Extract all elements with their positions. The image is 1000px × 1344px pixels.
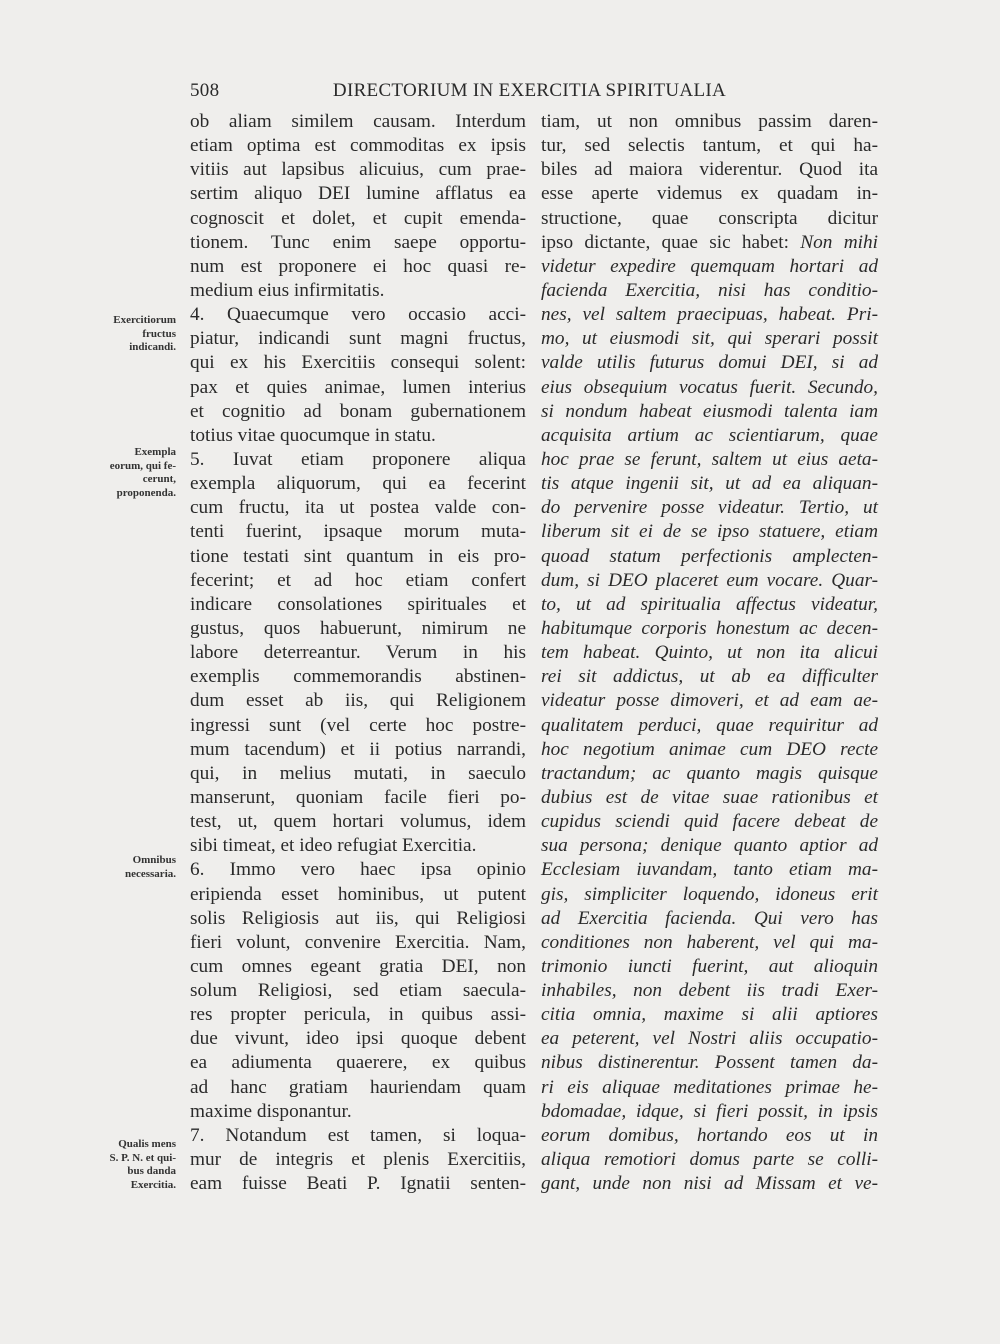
- text-line: ea adiumenta quaerere, ex quibus: [190, 1052, 526, 1074]
- text-line: tione testati sint quantum in eis pro-: [190, 545, 526, 567]
- marginal-note-omnibus: [70, 854, 176, 881]
- text-line: to, ut ad spiritualia affectus videatur,: [541, 593, 878, 615]
- text-line: valde utilis futurus domui DEI, si ad: [541, 352, 878, 374]
- text-line: si nondum habeat eiusmodi talenta iam: [541, 400, 878, 422]
- text-line: 5. Iuvat etiam proponere aliqua: [190, 448, 526, 470]
- text-line: qui ex his Exercitiis consequi solent:: [190, 352, 526, 374]
- text-line: qualitatem perduci, quae requiritur ad: [541, 714, 878, 736]
- marginal-note-line: Exercitia.: [130, 1178, 176, 1191]
- text-line: liberum sit ei de se ipso statuere, etiam: [541, 521, 878, 543]
- text-line: fieri volunt, convenire Exercitia. Nam,: [190, 931, 526, 953]
- text-line: eorum domibus, hortando eos ut in: [541, 1124, 878, 1146]
- text-line: mo, ut eiusmodi sit, qui sperari possit: [541, 328, 878, 350]
- marginal-note-exempla: [70, 446, 176, 500]
- marginal-note-line: Omnibus: [132, 854, 176, 866]
- text-line: solis Religiosis aut iis, qui Religiosi: [190, 907, 526, 929]
- text-line: bdomadae, idque, si fieri possit, in ipsis: [541, 1100, 878, 1122]
- text-line: maxime disponantur.: [190, 1100, 352, 1122]
- text-line: pax et quies animae, lumen interius: [190, 376, 526, 398]
- text-line: ea peterent, vel Nostri aliis occupatio-: [541, 1028, 878, 1050]
- text-line: res propter pericula, in quibus assi-: [190, 1004, 526, 1026]
- text-line: structione, quae conscripta dicitur: [541, 207, 878, 229]
- text-line: gant, unde non nisi ad Missam et ve-: [541, 1173, 878, 1195]
- text-line: eripienda esset hominibus, ut putent: [190, 883, 526, 905]
- text-line: labore deterreantur. Verum in his: [190, 642, 526, 664]
- text-line: num est proponere ei hoc quasi re-: [190, 255, 526, 277]
- left-text-column: [190, 110, 526, 1196]
- text-line: tis atque ingenii sit, ut ad ea aliquan-: [541, 473, 878, 495]
- text-line: citia omnia, maxime si alii aptiores: [541, 1004, 878, 1026]
- text-line: videatur posse dimoveri, et ad eam ae-: [541, 690, 878, 712]
- text-line: vitiis aut lapsibus alicuius, cum prae-: [190, 159, 526, 181]
- text-line: tenti fuerint, ipsaque morum muta-: [190, 521, 526, 543]
- marginal-note-line: S. P. N. et qui-: [109, 1151, 176, 1164]
- text-line: cum fructu, ita ut postea valde con-: [190, 497, 526, 519]
- text-line: aliqua remotiori domus parte se colli-: [541, 1149, 878, 1171]
- text-line: medium eius infirmitatis.: [190, 279, 385, 301]
- text-line: nibus distinerentur. Possent tamen da-: [541, 1052, 878, 1074]
- text-line: nes, vel saltem praecipuas, habeat. Pri-: [541, 304, 878, 326]
- text-line: gis, simpliciter loquendo, idoneus erit: [541, 883, 878, 905]
- text-line: dubius est de vitae suae rationibus et: [541, 786, 878, 808]
- text-line: ri eis aliquae meditationes primae he-: [541, 1076, 878, 1098]
- text-line: Ecclesiam iuvandam, tanto etiam ma-: [541, 859, 878, 881]
- text-line: hoc prae se ferunt, saltem ut eius aeta-: [541, 448, 878, 470]
- text-line: ob aliam similem causam. Interdum: [190, 111, 526, 132]
- text-line: cognoscit et dolet, et cupit emenda-: [190, 207, 526, 229]
- text-line: quoad statum perfectionis amplecten-: [541, 545, 878, 567]
- text-line: hoc negotium animae cum DEO recte: [541, 738, 878, 760]
- text-line: tem habeat. Quinto, ut non ita alicui: [541, 642, 878, 664]
- text-line: habitumque corporis honestum ac decen-: [541, 617, 878, 639]
- text-line: mur de integris et plenis Exercitiis,: [190, 1149, 526, 1171]
- text-line: sertim aliquo DEI lumine afflatus ea: [190, 183, 526, 205]
- text-line: qui, in melius mutati, in saeculo: [190, 762, 526, 784]
- text-line: do pervenire posse videatur. Tertio, ut: [541, 497, 878, 519]
- text-line: mum tacendum) et ii potius narrandi,: [190, 738, 526, 760]
- marginal-note-line: eorum, qui fe-: [109, 459, 176, 472]
- text-line: tractandum; ac quanto magis quisque: [541, 762, 878, 784]
- text-line: tur, sed selectis tantum, et qui ha-: [541, 135, 878, 157]
- marginal-note-line: fructus: [142, 327, 176, 340]
- marginal-note-line: Qualis mens: [118, 1138, 176, 1150]
- text-line: biles ad maiora viderentur. Quod ita: [541, 159, 878, 181]
- text-line: acquisita artium ac scientiarum, quae: [541, 424, 878, 446]
- text-line: eius obsequium vocatus fuerit. Secundo,: [541, 376, 878, 398]
- marginal-note-line: indicandi.: [129, 341, 176, 353]
- marginal-note-qualis: [70, 1138, 176, 1192]
- text-line: exemplis commemorandis abstinen-: [190, 666, 526, 688]
- text-line: piatur, indicandi sunt magni fructus,: [190, 328, 526, 350]
- text-line: ingressi sunt (vel certe hoc postre-: [190, 714, 526, 736]
- text-line: fecerint; et ad hoc etiam confert: [190, 569, 526, 591]
- marginal-note-line: necessaria.: [124, 867, 176, 880]
- text-line: solum Religiosi, sed etiam saecula-: [190, 980, 526, 1002]
- text-line: indicare consolationes spirituales et: [190, 593, 526, 615]
- text-line: etiam optima est commoditas ex ipsis: [190, 135, 526, 157]
- marginal-note-line: proponenda.: [116, 486, 176, 499]
- text-line: esse aperte videmus ex quadam in-: [541, 183, 878, 205]
- running-header: [190, 80, 726, 106]
- text-line: videtur expedire quemquam hortari ad: [541, 255, 878, 277]
- text-line: ad hanc gratiam hauriendam quam: [190, 1076, 526, 1098]
- marginal-note-line: Exercitiorum: [113, 314, 176, 326]
- right-text-column: [541, 110, 878, 1196]
- text-line: eam fuisse Beati P. Ignatii senten-: [190, 1173, 526, 1195]
- marginal-note-fructus: [70, 314, 176, 355]
- text-line: rei sit addictus, ut ab ea difficulter: [541, 666, 878, 688]
- text-line: due vivunt, ideo ipsi quoque debent: [190, 1028, 526, 1050]
- text-line: tiam, ut non omnibus passim daren-: [541, 111, 878, 132]
- text-line: facienda Exercitia, nisi has conditio-: [541, 279, 878, 301]
- text-line: manserunt, quoniam facile fieri po-: [190, 786, 526, 808]
- text-line: et cognitio ad bonam gubernationem: [190, 400, 526, 422]
- text-line: gustus, quos habuerunt, nimirum ne: [190, 617, 526, 639]
- text-line: 7. Notandum est tamen, si loqua-: [190, 1124, 526, 1146]
- text-line: trimonio iuncti fuerint, aut alioquin: [541, 955, 878, 977]
- text-line: 4. Quaecumque vero occasio acci-: [190, 304, 526, 326]
- text-line: ipso dictante, quae sic habet: Non mihi: [541, 231, 878, 253]
- marginal-note-line: bus danda: [127, 1165, 176, 1177]
- text-line: test, ut, quem hortari volumus, idem: [190, 811, 526, 833]
- text-line: exempla aliquorum, qui ea fecerint: [190, 473, 526, 495]
- marginal-note-line: Exempla: [134, 446, 176, 458]
- text-line: ad Exercitia facienda. Qui vero has: [541, 907, 878, 929]
- text-line: 6. Immo vero haec ipsa opinio: [190, 859, 526, 881]
- text-line: conditiones non haberent, vel qui ma-: [541, 931, 878, 953]
- page-number: 508: [190, 80, 220, 101]
- text-line: cupidus sciendi quid facere debeat de: [541, 811, 878, 833]
- text-line: inhabiles, non debent iis tradi Exer-: [541, 980, 878, 1002]
- text-line: dum, si DEO placeret eum vocare. Quar-: [541, 569, 878, 591]
- text-line: cum omnes egeant gratia DEI, non: [190, 955, 526, 977]
- text-line: totius vitae quocumque in statu.: [190, 424, 436, 446]
- running-title: DIRECTORIUM IN EXERCITIA SPIRITUALIA: [332, 80, 726, 101]
- text-line: dum esset ab iis, qui Religionem: [190, 690, 526, 712]
- text-line: sua persona; denique quanto aptior ad: [541, 835, 878, 857]
- marginal-note-line: cerunt,: [142, 473, 176, 485]
- text-line: tionem. Tunc enim saepe opportu-: [190, 231, 526, 253]
- text-line: sibi timeat, et ideo refugiat Exercitia.: [190, 835, 477, 857]
